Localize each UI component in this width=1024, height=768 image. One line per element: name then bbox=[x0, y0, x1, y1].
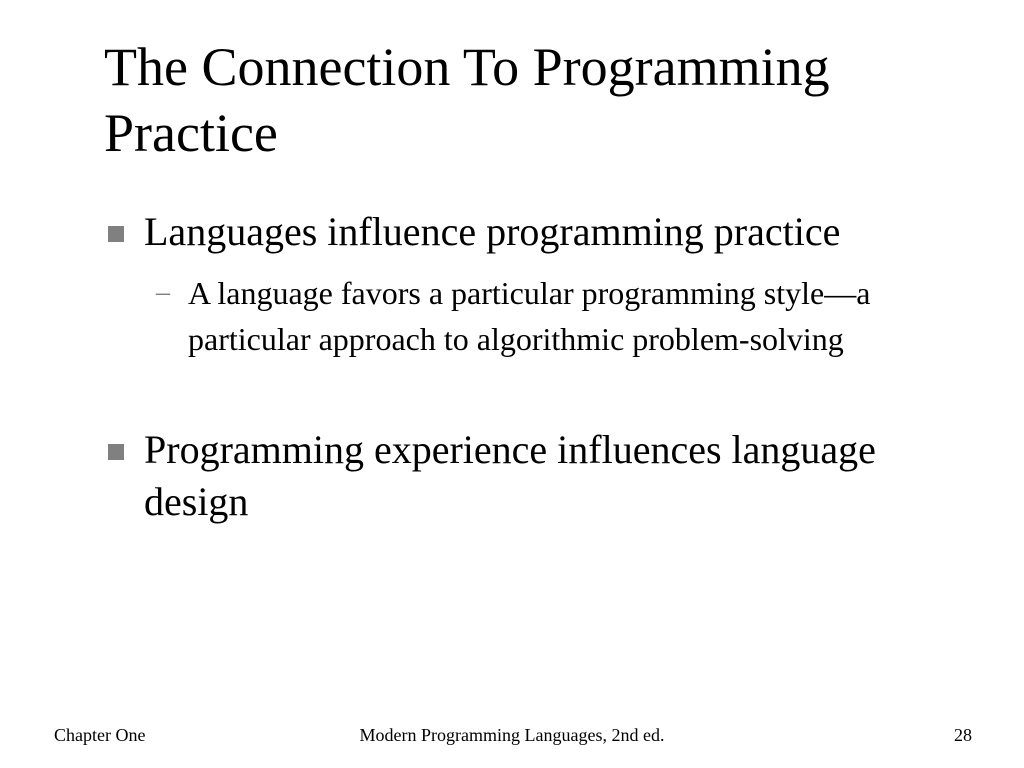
square-bullet-icon bbox=[108, 444, 124, 460]
bullet-text: Languages influence programming practice bbox=[144, 209, 841, 254]
bullet-text: Programming experience influences language design bbox=[144, 427, 876, 524]
sub-bullet-text: A language favors a particular programming style—a particular approach to algorithmic problem-solving bbox=[188, 275, 871, 357]
footer-chapter: Chapter One bbox=[54, 725, 146, 745]
footer-page-number: 28 bbox=[954, 725, 972, 745]
footer-book-title: Modern Programming Languages, 2nd ed. bbox=[359, 725, 665, 745]
square-bullet-icon bbox=[108, 226, 124, 242]
dash-bullet-icon: – bbox=[156, 277, 170, 308]
slide-title: The Connection To Programming Practice bbox=[104, 37, 830, 163]
